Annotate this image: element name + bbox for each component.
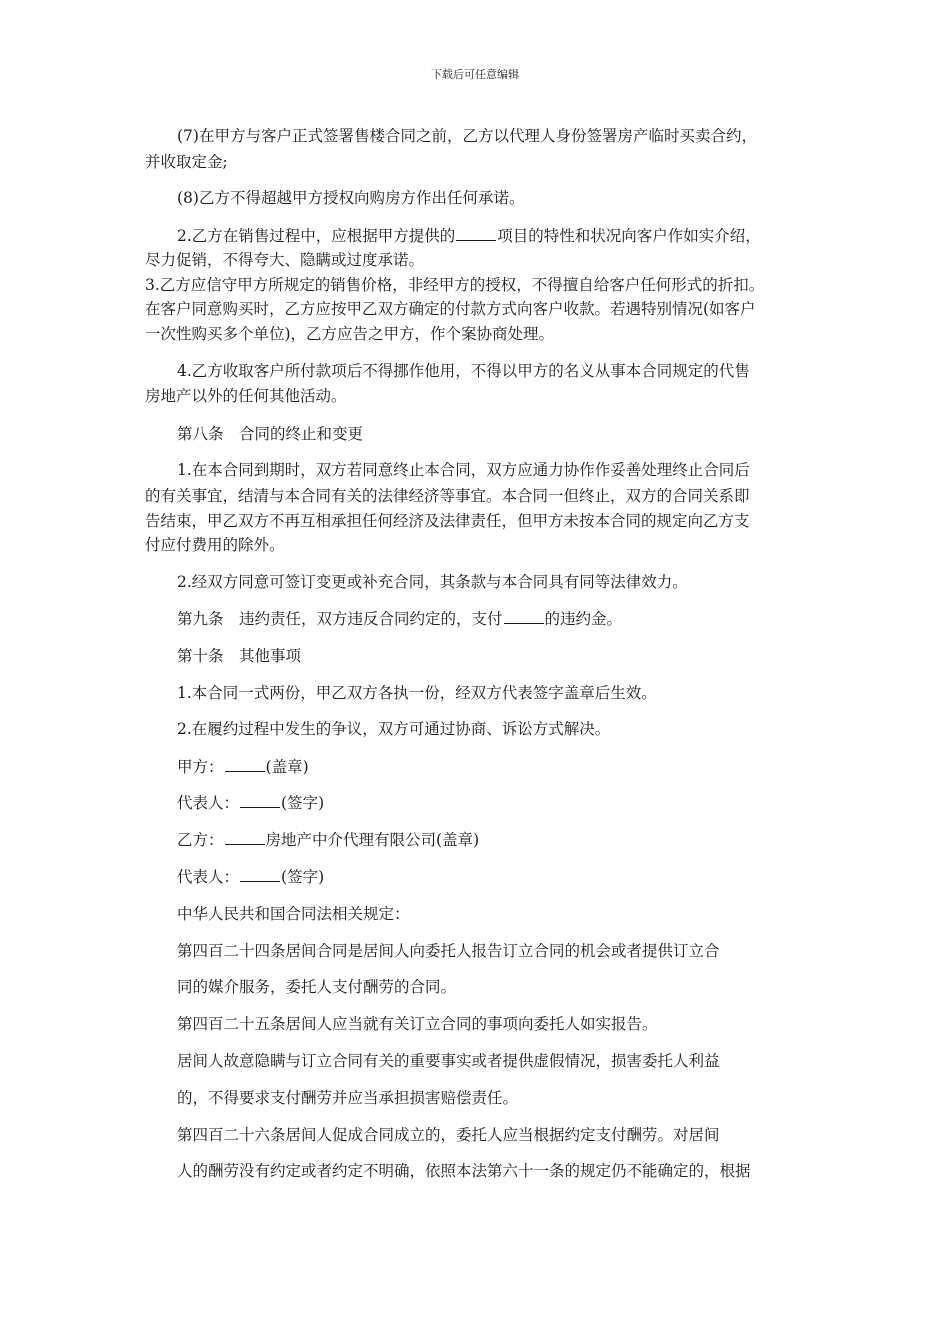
blank-underline (504, 609, 544, 624)
paragraph-line: 2.经双方同意可签订变更或补充合同，其条款与本合同具有同等法律效力。 (177, 573, 688, 591)
text-segment: (签字) (281, 868, 325, 886)
paragraph-line: 第四百二十五条居间人应当就有关订立合同的事项向委托人如实报告。 (177, 1015, 658, 1033)
blank-underline (240, 867, 280, 882)
text-segment: 第九条 违约责任，双方违反合同约定的，支付 (177, 610, 503, 628)
signature-party-b (177, 830, 479, 850)
paragraph-line: 人的酬劳没有约定或者约定不明确，依照本法第六十一条的规定仍不能确定的，根据 (177, 1162, 751, 1180)
section-heading: 第八条 合同的终止和变更 (177, 425, 364, 443)
signature-party-a (177, 757, 309, 777)
paragraph-line: 的有关事宜，结清与本合同有关的法律经济等事宜。本合同一但终止，双方的合同关系即 (145, 487, 750, 505)
paragraph-line: 尽力促销，不得夸大、隐瞒或过度承诺。 (145, 251, 425, 269)
blank-underline (240, 793, 280, 808)
signature-representative-b (177, 867, 324, 887)
section-heading (177, 609, 622, 629)
paragraph-line: 并收取定金; (145, 153, 228, 171)
paragraph-line: 在客户同意购买时，乙方应按甲乙双方确定的付款方式向客户收款。若遇特别情况(如客户 (145, 300, 756, 318)
paragraph-line: 的，不得要求支付酬劳并应当承担损害赔偿责任。 (177, 1089, 519, 1107)
paragraph-line: 告结束，甲乙双方不再互相承担任何经济及法律责任，但甲方未按本合同的规定向乙方支 (145, 512, 750, 530)
paragraph-line: (7)在甲方与客户正式签署售楼合同之前，乙方以代理人身份签署房产临时买卖合约， (177, 127, 757, 145)
paragraph-line: 付应付费用的除外。 (145, 536, 285, 554)
text-segment: (盖章) (265, 758, 309, 776)
paragraph-line: 1.在本合同到期时，双方若同意终止本合同，双方应通力协作作妥善处理终止合同后 (177, 461, 750, 479)
paragraph-line: 第四百二十四条居间合同是居间人向委托人报告订立合同的机会或者提供订立合 (177, 942, 720, 960)
text-segment: 项目的特性和状况向客户作如实介绍， (497, 227, 761, 245)
paragraph-line: 居间人故意隐瞒与订立合同有关的重要事实或者提供虚假情况，损害委托人利益 (177, 1052, 720, 1070)
text-segment: (签字) (281, 794, 325, 812)
paragraph-line: 1.本合同一式两份，甲乙双方各执一份，经双方代表签字盖章后生效。 (177, 684, 657, 702)
paragraph-line: (8)乙方不得超越甲方授权向购房方作出任何承诺。 (177, 189, 525, 207)
text-segment: 乙方： (177, 831, 224, 849)
paragraph-line: 同的媒介服务，委托人支付酬劳的合同。 (177, 978, 457, 996)
page-header: 下载后可任意编辑 (431, 68, 519, 81)
section-heading: 中华人民共和国合同法相关规定： (177, 905, 410, 923)
blank-underline (225, 757, 265, 772)
section-heading: 第十条 其他事项 (177, 647, 302, 665)
paragraph-line: 一次性购买多个单位)，乙方应告之甲方，作个案协商处理。 (145, 325, 555, 343)
text-segment: 代表人： (177, 868, 240, 886)
paragraph-line: 2.在履约过程中发生的争议，双方可通过协商、诉讼方式解决。 (177, 720, 611, 738)
blank-underline (456, 226, 496, 241)
paragraph-line: 3.乙方应信守甲方所规定的销售价格，非经甲方的授权，不得擅自给客户任何形式的折扣。 (145, 276, 765, 294)
text-segment: 2.乙方在销售过程中，应根据甲方提供的 (177, 227, 456, 245)
text-segment: 代表人： (177, 794, 240, 812)
blank-underline (225, 830, 265, 845)
text-segment: 房地产中介代理有限公司(盖章) (265, 831, 480, 849)
paragraph-line: 4.乙方收取客户所付款项后不得挪作他用，不得以甲方的名义从事本合同规定的代售 (177, 362, 750, 380)
paragraph-line: 房地产以外的任何其他活动。 (145, 387, 347, 405)
signature-representative-a (177, 793, 324, 813)
text-segment: 甲方： (177, 758, 224, 776)
paragraph-line: 第四百二十六条居间人促成合同成立的，委托人应当根据约定支付酬劳。对居间 (177, 1126, 720, 1144)
paragraph-line (177, 226, 761, 246)
text-segment: 的违约金。 (544, 610, 623, 628)
